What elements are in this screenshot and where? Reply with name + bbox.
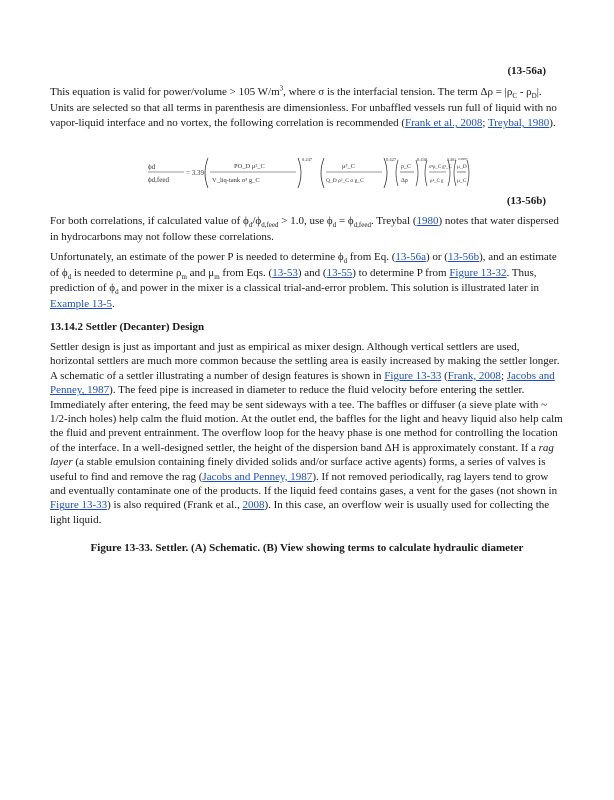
eq-link-13-56a[interactable]: 13-56a — [395, 251, 426, 263]
figure-link-13-33[interactable]: Figure 13-33 — [384, 369, 442, 382]
eq-lhs-numerator: ϕd — [148, 163, 156, 171]
eq-exponent1: 0.247 — [302, 157, 313, 162]
eq-exponent4: 0.401 — [447, 157, 456, 162]
equation-number-13-56b: (13-56b) — [506, 195, 546, 207]
ref-link-frank-2008b[interactable]: Frank, 2008 — [447, 369, 501, 382]
figure-caption: Figure 13-33. Settler. (A) Schematic. (B) View showing terms to calculate hydraulic diameter — [90, 542, 524, 554]
eq-factor4-denominator: μ⁴_C g — [430, 179, 444, 184]
ref-link-jacobs-penney-1987[interactable]: Jacobs and Penney, 1987 — [50, 369, 555, 397]
paragraph-validity: This equation is valid for power/volume > 105 $W/m^3$, where σ is the interfacial tension. The term $\Delta\rho = |\rho_C - \rho_D|$. Units are selected so that all terms in parenthesis are dimensionless. For unbaffled vessels run full of liquid with no vapor-liquid interface and no vortex, the following correlation is recommended (Frank et al., 2008; Treybal, 1980). — [50, 84, 557, 130]
eq-link-13-53[interactable]: 13-53 — [272, 266, 298, 279]
eq-factor2-denominator: Q_D ρ²_C σ g_C — [326, 178, 364, 184]
ref-link-1980[interactable]: 1980 — [416, 215, 439, 227]
eq-exponent2: 0.427 — [386, 157, 397, 162]
equation-number-13-56a: (13-56a) — [507, 65, 546, 77]
figure-link-13-33b[interactable]: Figure 13-33 — [50, 499, 108, 512]
eq-factor1-numerator: PO_D μ²_C — [234, 163, 265, 170]
eq-exponent3: 0.430 — [417, 157, 428, 162]
ref-link-treybal-1980[interactable]: Treybal, 1980 — [487, 117, 550, 130]
eq-factor3-denominator: Δρ — [401, 178, 408, 184]
correlation-equation — [146, 156, 472, 190]
eq-factor5-denominator: μ_C — [457, 178, 467, 184]
eq-lhs-denominator: ϕd,feed — [148, 176, 169, 184]
eq-coefficient: = 3.39 — [186, 169, 204, 177]
eq-factor5-numerator: μ_D — [457, 164, 467, 170]
ref-link-jacobs-penney-1987b[interactable]: Jacobs and Penney, 1987 — [202, 470, 313, 483]
ref-link-frank-2008[interactable]: Frank et al., 2008 — [405, 117, 483, 130]
ref-link-2008[interactable]: 2008 — [242, 499, 265, 512]
paragraph-correlation-limit: For both correlations, if calculated value of $\phi_d/\phi_{d,feed} > 1.0$, use $\phi_d = \phi_{d,feed}$. Treybal (1980) notes that water dispersed in hydrocarbons may not follow these correlations. — [50, 215, 559, 243]
figure-link-13-32[interactable]: Figure 13-32 — [449, 266, 507, 279]
eq-exponent5: 0.0987 — [458, 157, 468, 161]
eq-factor1-denominator: V_liq-tank σ³ g_C — [212, 177, 260, 184]
section-heading: 13.14.2 Settler (Decanter) Design — [50, 321, 205, 333]
paragraph-power-estimate: Unfortunately, an estimate of the power P is needed to determine $\phi_d$ from Eq. (13-56a) or (13-56b), and an estimate of $\phi_d$ is needed to determine $\rho_m$ and $\mu_m$ from Eqs. (13-53) and (13-55) to determine P from Figure 13-32. Thus, prediction of $\phi_d$ and power in the mixer is a classical trial-and-error problem. This solution is illustrated later in Example 13-5. — [50, 251, 557, 310]
eq-link-13-56b[interactable]: 13-56b — [447, 251, 480, 263]
eq-link-13-55[interactable]: 13-55 — [326, 266, 353, 279]
eq-factor2-numerator: μ³_C — [342, 163, 356, 170]
eq-factor4-numerator: σ³ρ_C g³_C — [429, 165, 452, 170]
paragraph-settler-design: Settler design is just as important and just as empirical as mixer design. Although vertical settlers are used, horizontal settlers are much more common because the settling area is easily increased by making the settler longer. A schematic of a settler illustrating a number of design features is shown in Figure 13-33 (Frank, 2008; Jacobs and Penney, 1987). The feed pipe is increased in diameter to reduce the fluid velocity before entering the settler. Immediately after entering, the feed may be sent sideways with a tee. The baffles or diffuser (a sieve plate with ~ 1/2-inch holes) help calm the fluid motion. At the outlet end, the baffles for the light and heavy liquid also help calm the fluid and prevent entrainment. The overflow loop for the heavy phase is one method for controlling the location of the interface. In a well-designed settler, the height of the dispersion band ΔH is approximately constant. If a rag layer (a stable emulsion containing finely divided solids and/or surface active agents) forms, a series of valves is useful to find and remove the rag (Jacobs and Penney, 1987). If not removed periodically, rag layers tend to grow and eventually contaminate one of the products. If the liquid feed contains gases, a vent for the gases (not shown in Figure 13-33) is also required (Frank et al., 2008). In this case, an overflow weir is usually used for collecting the light liquid. — [50, 341, 563, 526]
eq-factor3-numerator: ρ_C — [401, 164, 411, 170]
example-link-13-5[interactable]: Example 13-5 — [50, 297, 113, 310]
